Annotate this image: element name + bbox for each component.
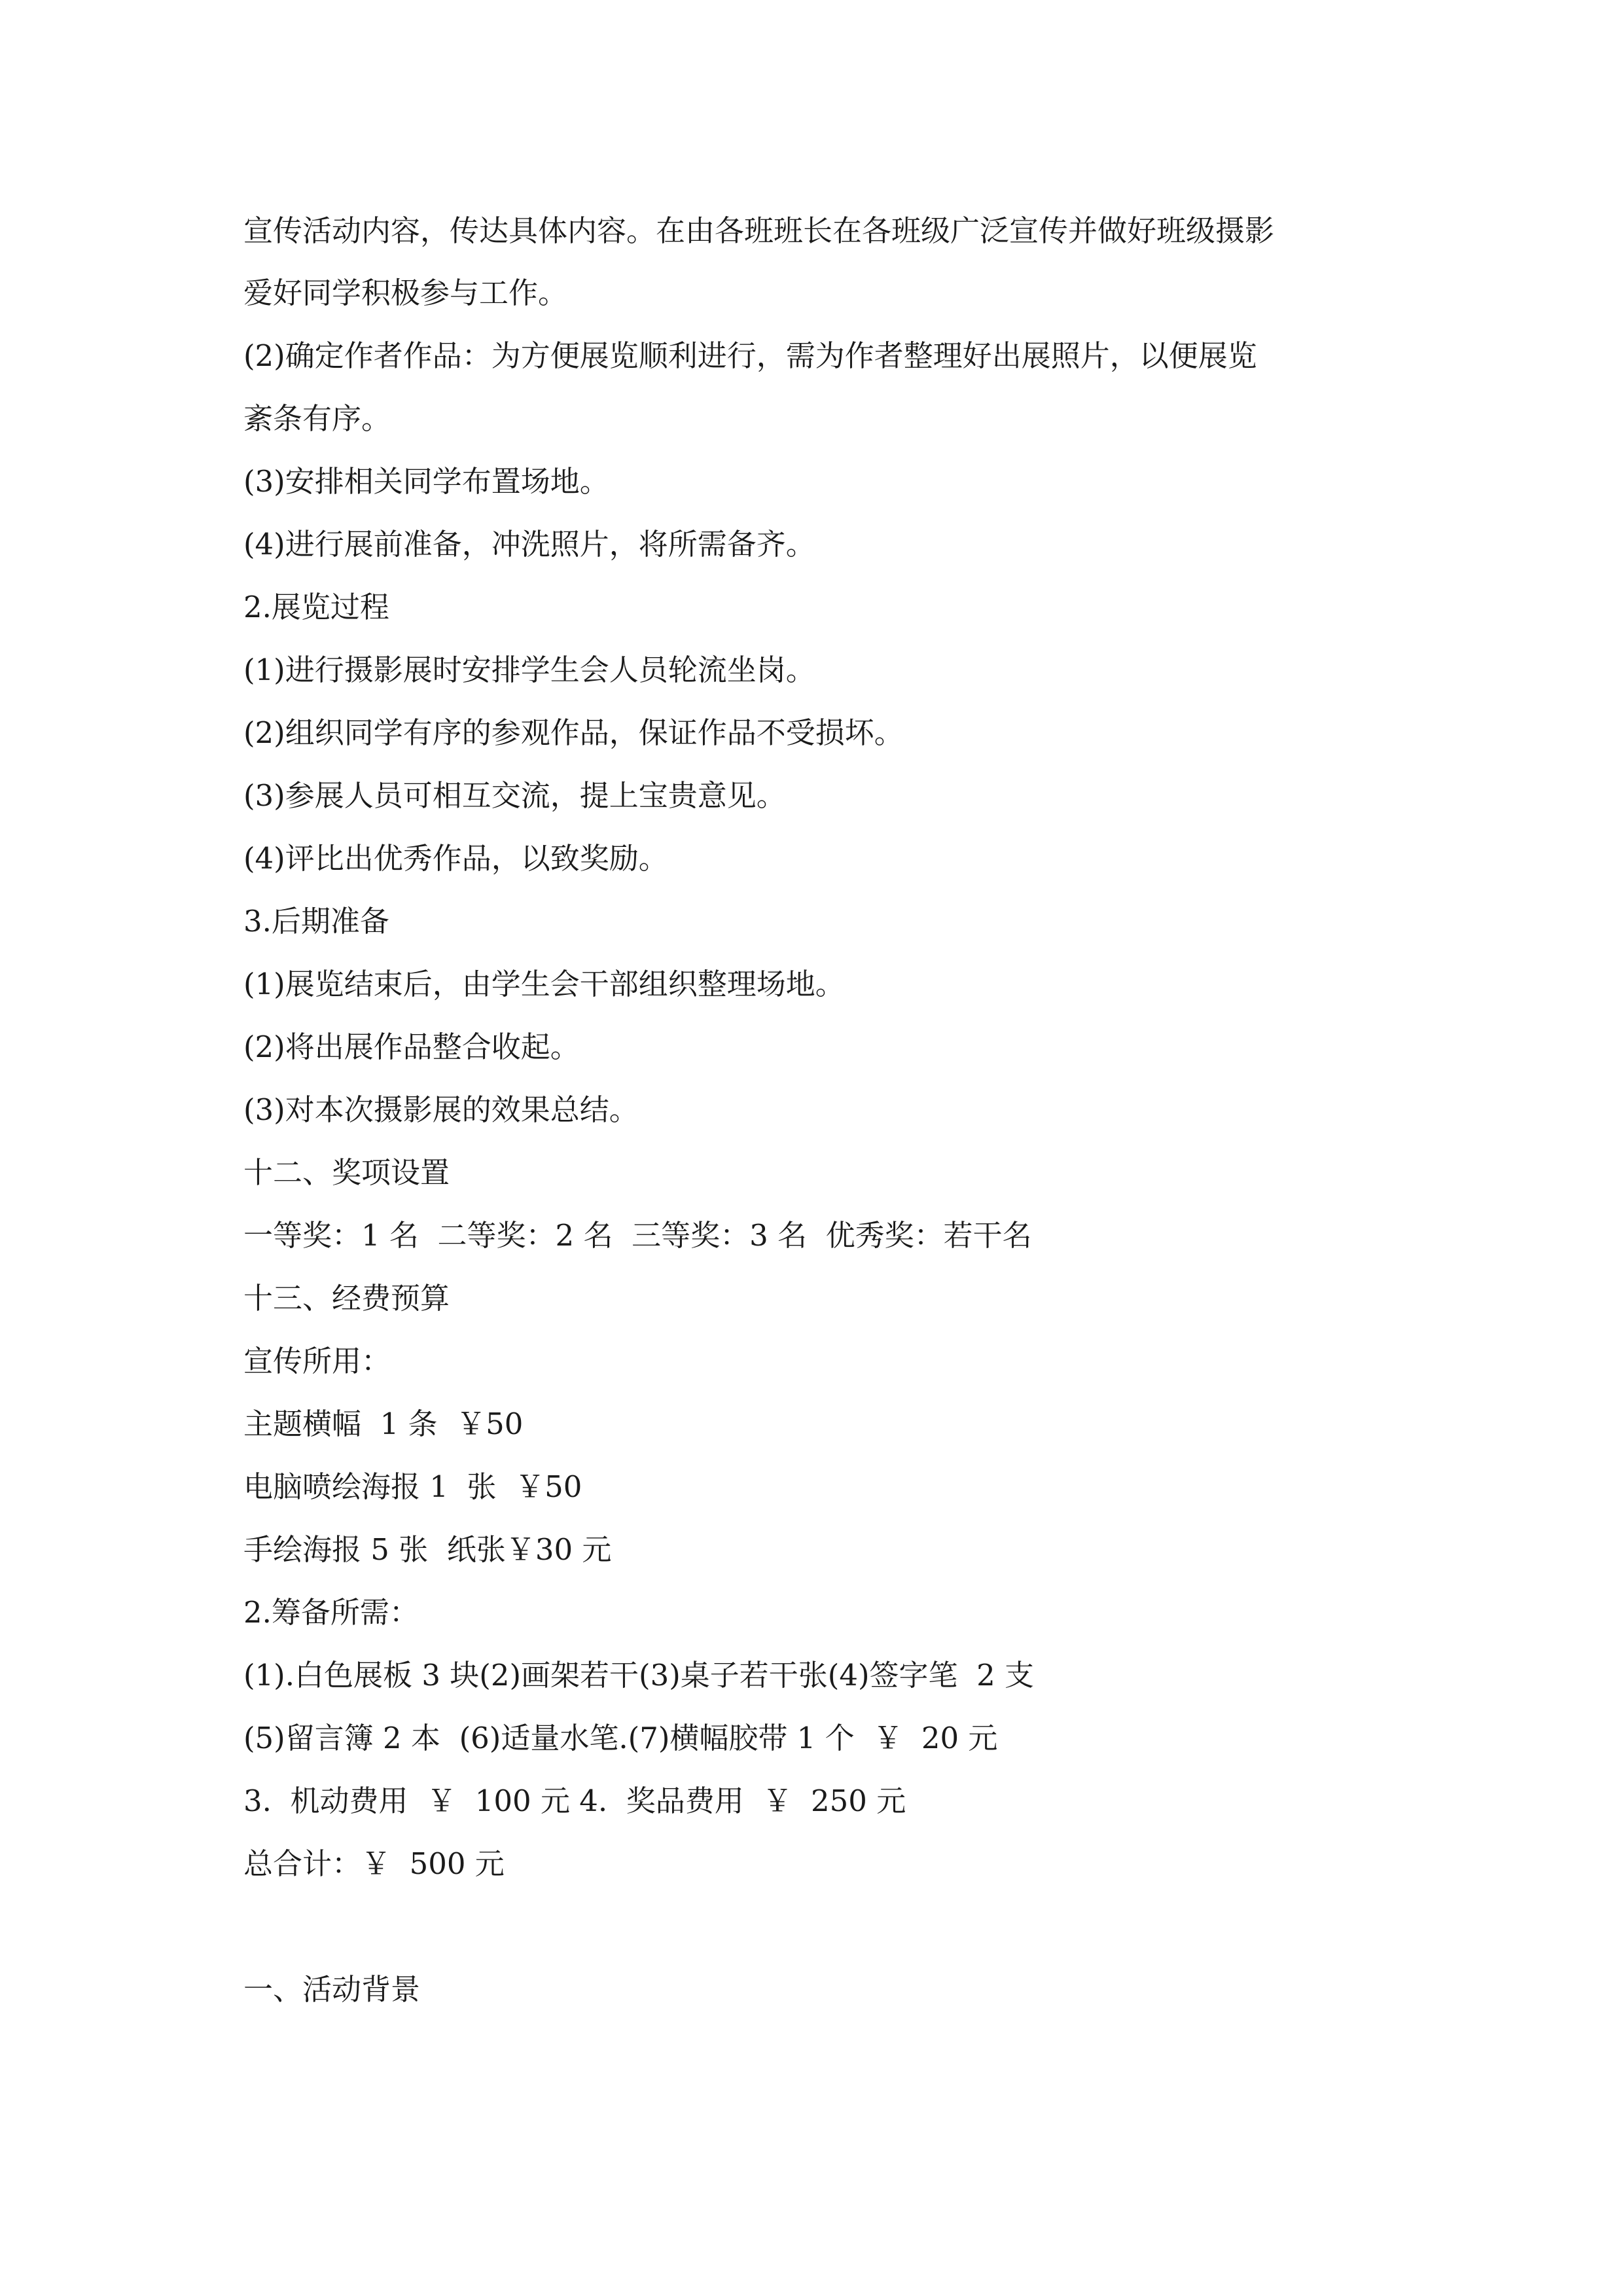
text-line: 宣传所用： xyxy=(243,1344,391,1378)
text-line: 主题横幅 1 条 ￥50 xyxy=(243,1407,524,1441)
text-line: 电脑喷绘海报 1 张 ￥50 xyxy=(243,1469,582,1504)
text-line: (4)进行展前准备，冲洗照片，将所需备齐。 xyxy=(243,527,815,562)
section-heading: 2.筹备所需： xyxy=(243,1595,419,1630)
text-line: 总合计：￥ 500 元 xyxy=(243,1846,505,1881)
text-line: (3)安排相关同学布置场地。 xyxy=(243,464,609,499)
text-line: (3)参展人员可相互交流，提上宝贵意见。 xyxy=(243,778,786,813)
text-line: 宣传活动内容，传达具体内容。在由各班班长在各班级广泛宣传并做好班级摄影 xyxy=(243,213,1275,248)
text-line: (4)评比出优秀作品，以致奖励。 xyxy=(243,841,668,876)
text-line: 一等奖：1 名 二等奖：2 名 三等奖：3 名 优秀奖：若干名 xyxy=(243,1218,1032,1253)
section-heading: 3.后期准备 xyxy=(243,904,389,939)
section-heading: 一、活动背景 xyxy=(243,1972,421,2007)
text-line: (5)留言簿 2 本 (6)适量水笔.(7)横幅胶带 1 个 ￥ 20 元 xyxy=(243,1721,998,1755)
section-heading: 十二、奖项设置 xyxy=(243,1155,450,1190)
text-line: (3)对本次摄影展的效果总结。 xyxy=(243,1092,639,1127)
text-line: 3. 机动费用 ￥ 100 元 4. 奖品费用 ￥ 250 元 xyxy=(243,1784,906,1818)
section-heading: 2.展览过程 xyxy=(243,590,389,624)
text-line: 手绘海报 5 张 纸张￥30 元 xyxy=(243,1532,612,1567)
text-line: (2)确定作者作品：为方便展览顺利进行，需为作者整理好出展照片，以便展览 xyxy=(243,338,1257,373)
text-line: (1).白色展板 3 块(2)画架若干(3)桌子若干张(4)签字笔 2 支 xyxy=(243,1658,1035,1693)
text-line: 紊条有序。 xyxy=(243,401,391,436)
text-line: 爱好同学积极参与工作。 xyxy=(243,276,568,310)
text-line: (2)将出展作品整合收起。 xyxy=(243,1030,580,1064)
text-line: (2)组织同学有序的参观作品，保证作品不受损坏。 xyxy=(243,715,904,750)
text-line: (1)展览结束后，由学生会干部组织整理场地。 xyxy=(243,967,845,1001)
text-line: (1)进行摄影展时安排学生会人员轮流坐岗。 xyxy=(243,653,815,687)
section-heading: 十三、经费预算 xyxy=(243,1281,450,1316)
